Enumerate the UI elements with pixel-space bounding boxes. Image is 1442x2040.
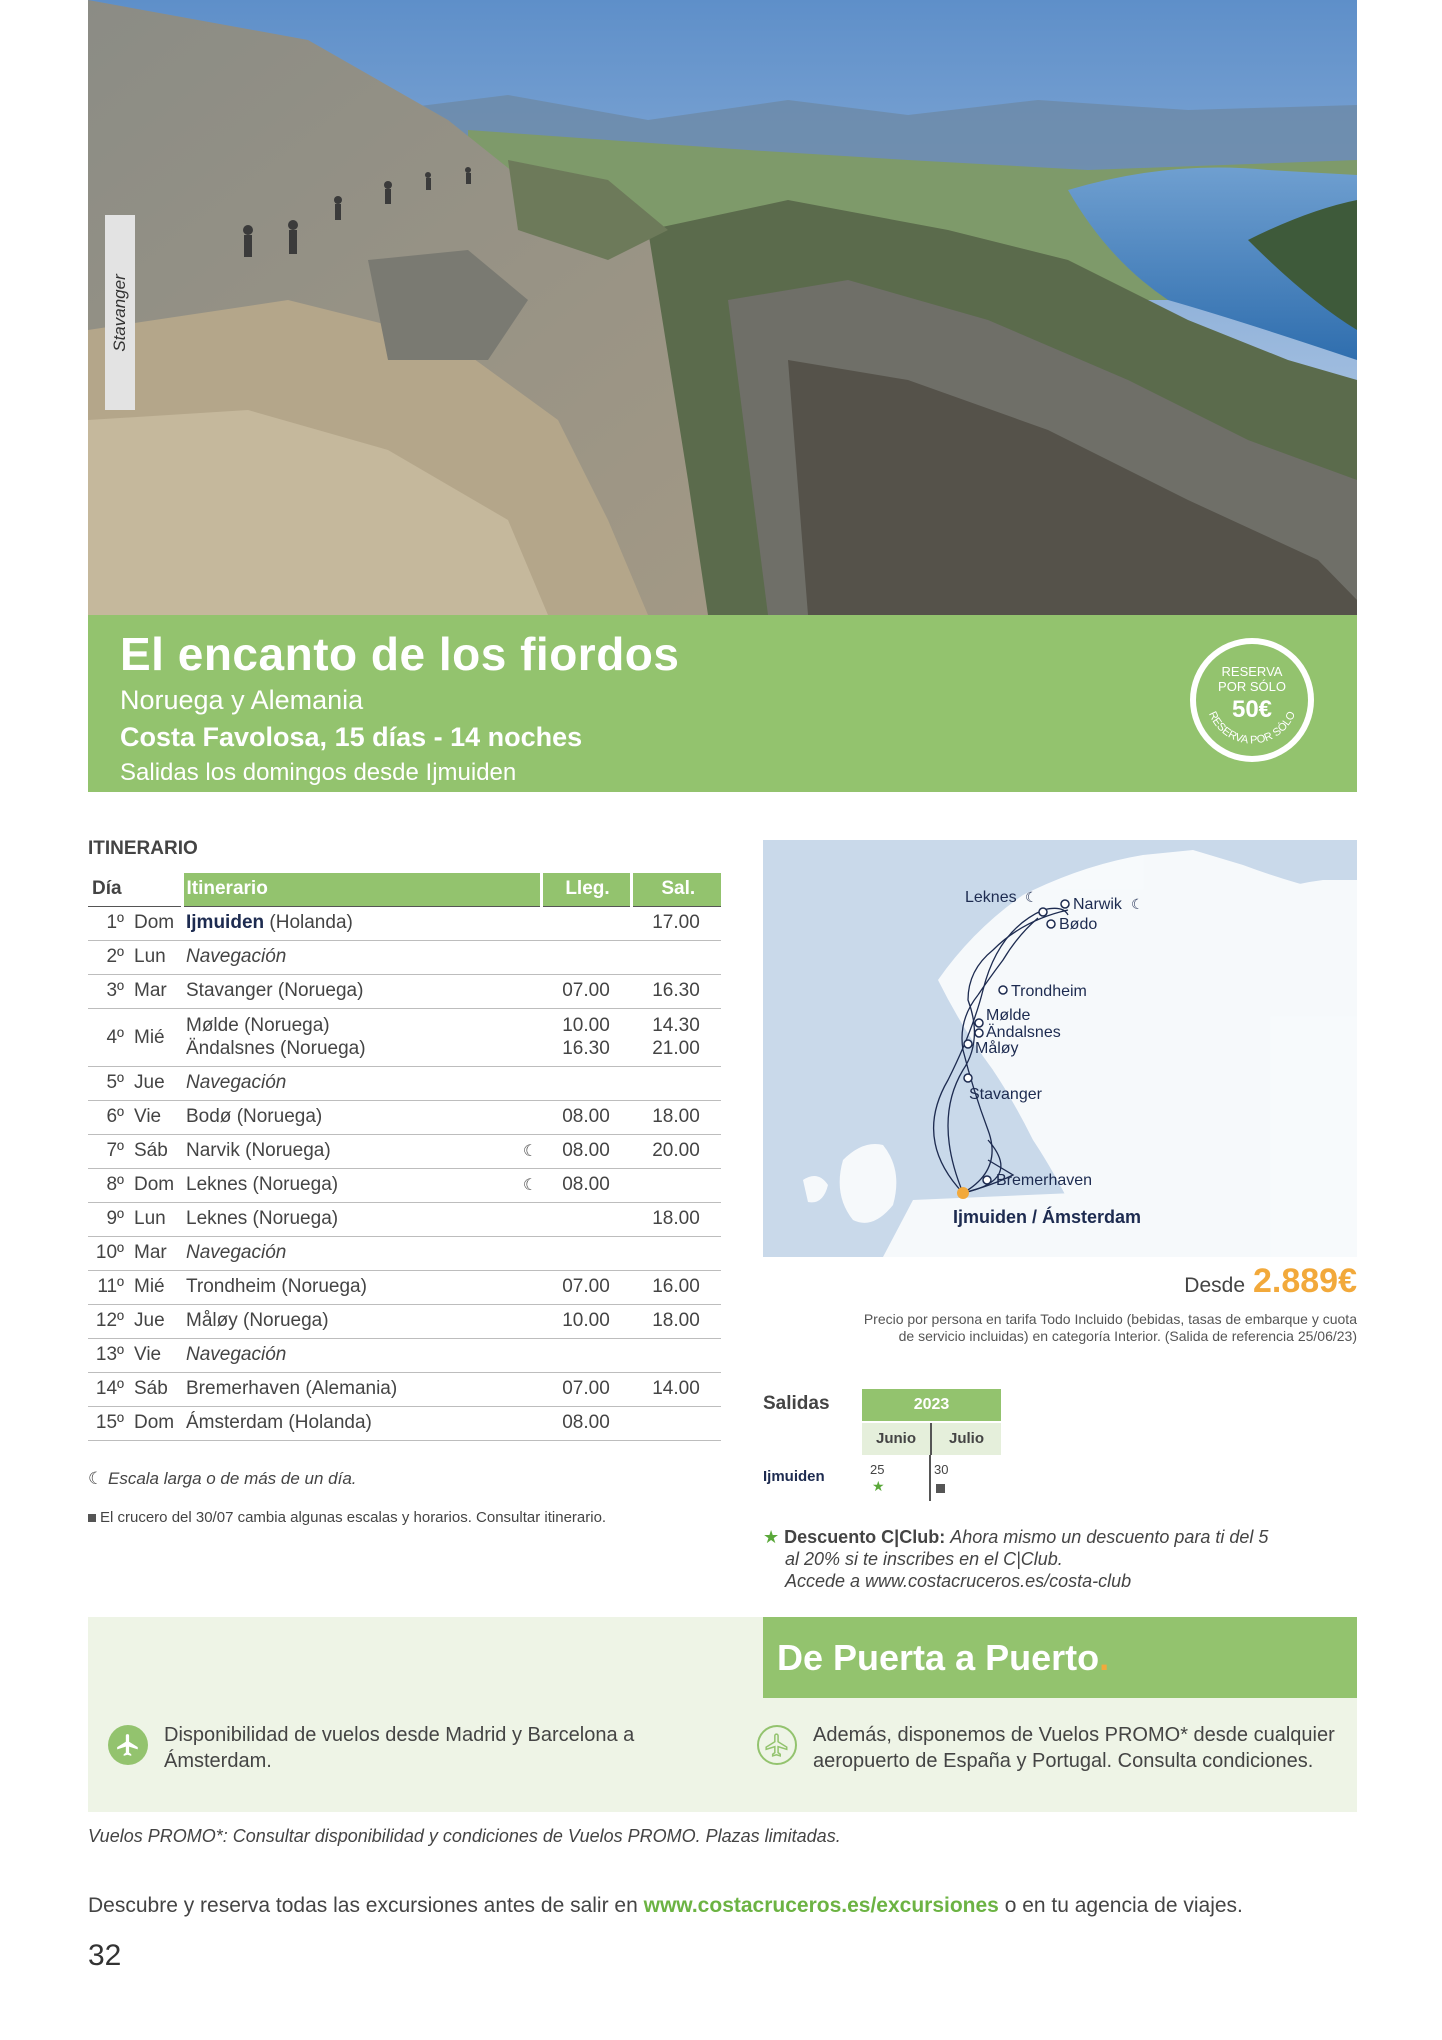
day-name: Lun [128, 940, 182, 974]
flight-info-2 [757, 1722, 1353, 1774]
price-amount: 2.889€ [1253, 1262, 1357, 1300]
map-label-trondheim: Trondheim [1011, 983, 1087, 1000]
arrival-time: 07.00 [541, 1372, 631, 1406]
day-name: Jue [128, 1066, 182, 1100]
day-number: 7º [88, 1134, 128, 1168]
day-name: Lun [128, 1202, 182, 1236]
price-note-line2: de servicio incluidas) en categoría Interior. (Salida de referencia 25/06/23) [898, 1328, 1357, 1344]
route-map-illustration [763, 840, 1357, 1257]
reservation-badge [1187, 635, 1317, 765]
port-country: (Holanda) [269, 912, 353, 933]
day-number: 1º [88, 906, 128, 940]
itinerary-row [88, 1304, 721, 1338]
itinerary-row [88, 1066, 721, 1100]
itinerary-row [88, 1270, 721, 1304]
itinerary-row [88, 1338, 721, 1372]
day-name: Mié [128, 1270, 182, 1304]
moon-icon [519, 940, 541, 974]
departure-time [631, 1338, 721, 1372]
departure-time: 18.00 [631, 1100, 721, 1134]
departures-year: 2023 [862, 1389, 1001, 1421]
departure-time [631, 1168, 721, 1202]
port-name: Navegación [182, 940, 519, 974]
port-name: Navegación [182, 1338, 519, 1372]
day-name: Jue [128, 1304, 182, 1338]
flight-info-2-text: Además, disponemos de Vuelos PROMO* desde cualquier aeropuerto de España y Portugal. Consulta condiciones. [813, 1724, 1335, 1772]
day-number: 3º [88, 974, 128, 1008]
arrival-time: 08.00 [541, 1100, 631, 1134]
port-name-line: Mølde (Noruega) [186, 1015, 330, 1036]
price-from: Desde [1184, 1274, 1245, 1297]
day-name: Dom [128, 1168, 182, 1202]
price-block [1184, 1262, 1357, 1301]
map-label-ijmuiden: Ijmuiden / Ámsterdam [953, 1207, 1142, 1227]
moon-icon: ☾ [519, 1168, 541, 1202]
day-number: 14º [88, 1372, 128, 1406]
itinerary-row [88, 1236, 721, 1270]
arrival-time: 07.00 [541, 974, 631, 1008]
itinerary-row [88, 1372, 721, 1406]
arrival-time [541, 1338, 631, 1372]
cruise-departures: Salidas los domingos desde Ijmuiden [120, 759, 517, 786]
day-number: 10º [88, 1236, 128, 1270]
map-label-maloy: Måløy [975, 1040, 1019, 1057]
departure-time [631, 940, 721, 974]
club-text-3: Accede a www.costacruceros.es/costa-club [785, 1571, 1132, 1591]
door-to-port-heading [763, 1617, 1357, 1698]
day-name: Vie [128, 1100, 182, 1134]
port-name: Trondheim (Noruega) [182, 1270, 519, 1304]
moon-icon [519, 906, 541, 940]
moon-icon: ☾ [519, 1134, 541, 1168]
port-name: Stavanger (Noruega) [182, 974, 519, 1008]
fjord-landscape-illustration [88, 0, 1357, 615]
map-label-stavanger: Stavanger [969, 1086, 1042, 1103]
plane-icon [108, 1725, 148, 1765]
departure-time [631, 1008, 721, 1066]
day-number: 11º [88, 1270, 128, 1304]
square-icon [88, 1514, 96, 1522]
moon-icon [519, 1236, 541, 1270]
moon-icon [519, 1008, 541, 1066]
moon-note [88, 1469, 357, 1489]
itinerary-body [88, 906, 721, 1440]
price-note-line1: Precio por persona en tarifa Todo Incluido (bebidas, tasas de embarque y cuota [863, 1311, 1357, 1327]
day-name: Mar [128, 974, 182, 1008]
map-label-bremerhaven: Bremerhaven [996, 1172, 1093, 1189]
door-to-port-title: De Puerta a Puerto [777, 1637, 1100, 1678]
day-number: 12º [88, 1304, 128, 1338]
plane-icon [757, 1725, 797, 1765]
club-text-1: Ahora mismo un descuento para ti del 5 [950, 1527, 1269, 1547]
itinerary-table [88, 873, 721, 1441]
col-itinerary: Itinerario [182, 873, 541, 906]
flight-info-1 [108, 1722, 704, 1774]
moon-icon [519, 1066, 541, 1100]
map-label-bodo: Bødo [1059, 916, 1098, 933]
map-label-leknes: Leknes [965, 889, 1017, 906]
day-name: Dom [128, 1406, 182, 1440]
moon-icon [519, 974, 541, 1008]
june-date: 25 [870, 1462, 885, 1477]
departure-time: 18.00 [631, 1304, 721, 1338]
arrival-time: 10.00 [541, 1304, 631, 1338]
title-band [88, 615, 1357, 792]
month-june: Junio [862, 1423, 930, 1455]
moon-icon [519, 1406, 541, 1440]
start-port-marker [957, 1187, 969, 1199]
arrival-time [541, 940, 631, 974]
moon-icon: ☾ [88, 1469, 104, 1488]
port-name: Ámsterdam (Holanda) [182, 1406, 519, 1440]
cruise-region: Noruega y Alemania [120, 685, 364, 715]
page-number: 32 [88, 1939, 122, 1972]
arrival-time [541, 1008, 631, 1066]
july-date: 30 [934, 1462, 949, 1477]
arrival-time: 08.00 [541, 1406, 631, 1440]
excursions-link[interactable]: www.costacruceros.es/excursiones [643, 1894, 999, 1917]
port-name [182, 1008, 519, 1066]
port-name-bold: Ijmuiden [186, 912, 265, 933]
day-name: Vie [128, 1338, 182, 1372]
departure-time: 20.00 [631, 1134, 721, 1168]
moon-icon [519, 1338, 541, 1372]
club-title: Descuento C|Club: [784, 1527, 946, 1547]
port-name [182, 906, 519, 940]
club-text-2: al 20% si te inscribes en el C|Club. [785, 1549, 1063, 1569]
month-july: Julio [930, 1423, 1001, 1455]
club-discount [763, 1526, 1357, 1592]
itinerary-row [88, 906, 721, 940]
port-name: Leknes (Noruega) [182, 1202, 519, 1236]
itinerary-row [88, 974, 721, 1008]
departure-time-line: 21.00 [652, 1038, 700, 1059]
departure-time [631, 1406, 721, 1440]
flight-info-1-text: Disponibilidad de vuelos desde Madrid y Barcelona a Ámsterdam. [164, 1724, 635, 1772]
port-name: Narvik (Noruega) [182, 1134, 519, 1168]
departure-time: 14.00 [631, 1372, 721, 1406]
map-moon-narwik: ☾ [1131, 896, 1144, 912]
arrival-time [541, 906, 631, 940]
day-number: 6º [88, 1100, 128, 1134]
day-number: 9º [88, 1202, 128, 1236]
square-note-text: El crucero del 30/07 cambia algunas escalas y horarios. Consultar itinerario. [100, 1509, 607, 1526]
arrival-time [541, 1236, 631, 1270]
port-name: Navegación [182, 1236, 519, 1270]
price-note [757, 1311, 1357, 1345]
badge-amount: 50€ [1231, 696, 1273, 723]
day-number: 4º [88, 1008, 128, 1066]
arrival-time: 07.00 [541, 1270, 631, 1304]
moon-icon [519, 1304, 541, 1338]
departure-time: 16.30 [631, 974, 721, 1008]
badge-curve-text: RESERVA POR SÓLO [1206, 709, 1299, 747]
itinerary-row [88, 1008, 721, 1066]
day-name: Sáb [128, 1134, 182, 1168]
excursions-pre: Descubre y reserva todas las excursiones antes de salir en [88, 1894, 638, 1917]
arrival-time [541, 1066, 631, 1100]
port-name: Bremerhaven (Alemania) [182, 1372, 519, 1406]
itinerary-row [88, 1134, 721, 1168]
day-number: 13º [88, 1338, 128, 1372]
day-number: 2º [88, 940, 128, 974]
photo-caption-tag [105, 215, 135, 410]
day-number: 15º [88, 1406, 128, 1440]
port-name: Navegación [182, 1066, 519, 1100]
arrival-time: 08.00 [541, 1134, 631, 1168]
star-icon: ★ [763, 1527, 780, 1547]
square-note [88, 1509, 606, 1526]
cruise-ship: Costa Favolosa, 15 días - 14 noches [120, 722, 583, 752]
cruise-title: El encanto de los fiordos [120, 628, 680, 680]
moon-icon [519, 1372, 541, 1406]
map-label-narwik: Narwik [1073, 896, 1122, 913]
map-moon-leknes: ☾ [1025, 889, 1038, 905]
excursions-post: o en tu agencia de viajes. [1004, 1894, 1243, 1917]
map-label-molde: Mølde [986, 1007, 1031, 1024]
port-name-line: Ändalsnes (Noruega) [186, 1038, 366, 1059]
square-icon [936, 1484, 945, 1493]
col-departure: Sal. [631, 873, 721, 906]
star-icon: ★ [872, 1478, 885, 1494]
departure-time [631, 1066, 721, 1100]
badge-line2: POR SÓLO [1218, 679, 1286, 694]
day-name: Mar [128, 1236, 182, 1270]
itinerary-row [88, 1202, 721, 1236]
day-name: Mié [128, 1008, 182, 1066]
col-day: Día [92, 878, 122, 900]
departure-port: Ijmuiden [763, 1468, 825, 1485]
port-name: Måløy (Noruega) [182, 1304, 519, 1338]
promo-note: Vuelos PROMO*: Consultar disponibilidad y condiciones de Vuelos PROMO. Plazas limitadas. [88, 1826, 841, 1846]
photo-caption: Stavanger [110, 273, 129, 352]
arrival-time-line: 10.00 [562, 1015, 610, 1036]
month-divider [929, 1455, 931, 1501]
itinerary-row [88, 1100, 721, 1134]
departure-time: 18.00 [631, 1202, 721, 1236]
day-number: 5º [88, 1066, 128, 1100]
itinerary-heading: ITINERARIO [88, 838, 198, 859]
day-name: Dom [128, 906, 182, 940]
port-name: Bodø (Noruega) [182, 1100, 519, 1134]
col-arrival: Lleg. [541, 873, 631, 906]
itinerary-row [88, 1406, 721, 1440]
moon-icon [519, 1202, 541, 1236]
map-label-andalsnes: Ändalsnes [986, 1024, 1061, 1041]
arrival-time: 08.00 [541, 1168, 631, 1202]
route-map [763, 840, 1357, 1257]
itinerary-row [88, 940, 721, 974]
excursions-line [88, 1894, 1243, 1918]
hero-photo [88, 0, 1357, 615]
day-number: 8º [88, 1168, 128, 1202]
departures-label: Salidas [763, 1393, 830, 1414]
departure-time-line: 14.30 [652, 1015, 700, 1036]
itinerary-row [88, 1168, 721, 1202]
arrival-time-line: 16.30 [562, 1038, 610, 1059]
arrival-time [541, 1202, 631, 1236]
departure-time: 16.00 [631, 1270, 721, 1304]
day-name: Sáb [128, 1372, 182, 1406]
port-name: Leknes (Noruega) [182, 1168, 519, 1202]
door-to-port-dot: . [1099, 1637, 1110, 1678]
moon-icon [519, 1100, 541, 1134]
badge-line1: RESERVA [1221, 664, 1283, 679]
moon-note-text: Escala larga o de más de un día. [107, 1469, 357, 1488]
departure-time: 17.00 [631, 906, 721, 940]
departure-time [631, 1236, 721, 1270]
moon-icon [519, 1270, 541, 1304]
